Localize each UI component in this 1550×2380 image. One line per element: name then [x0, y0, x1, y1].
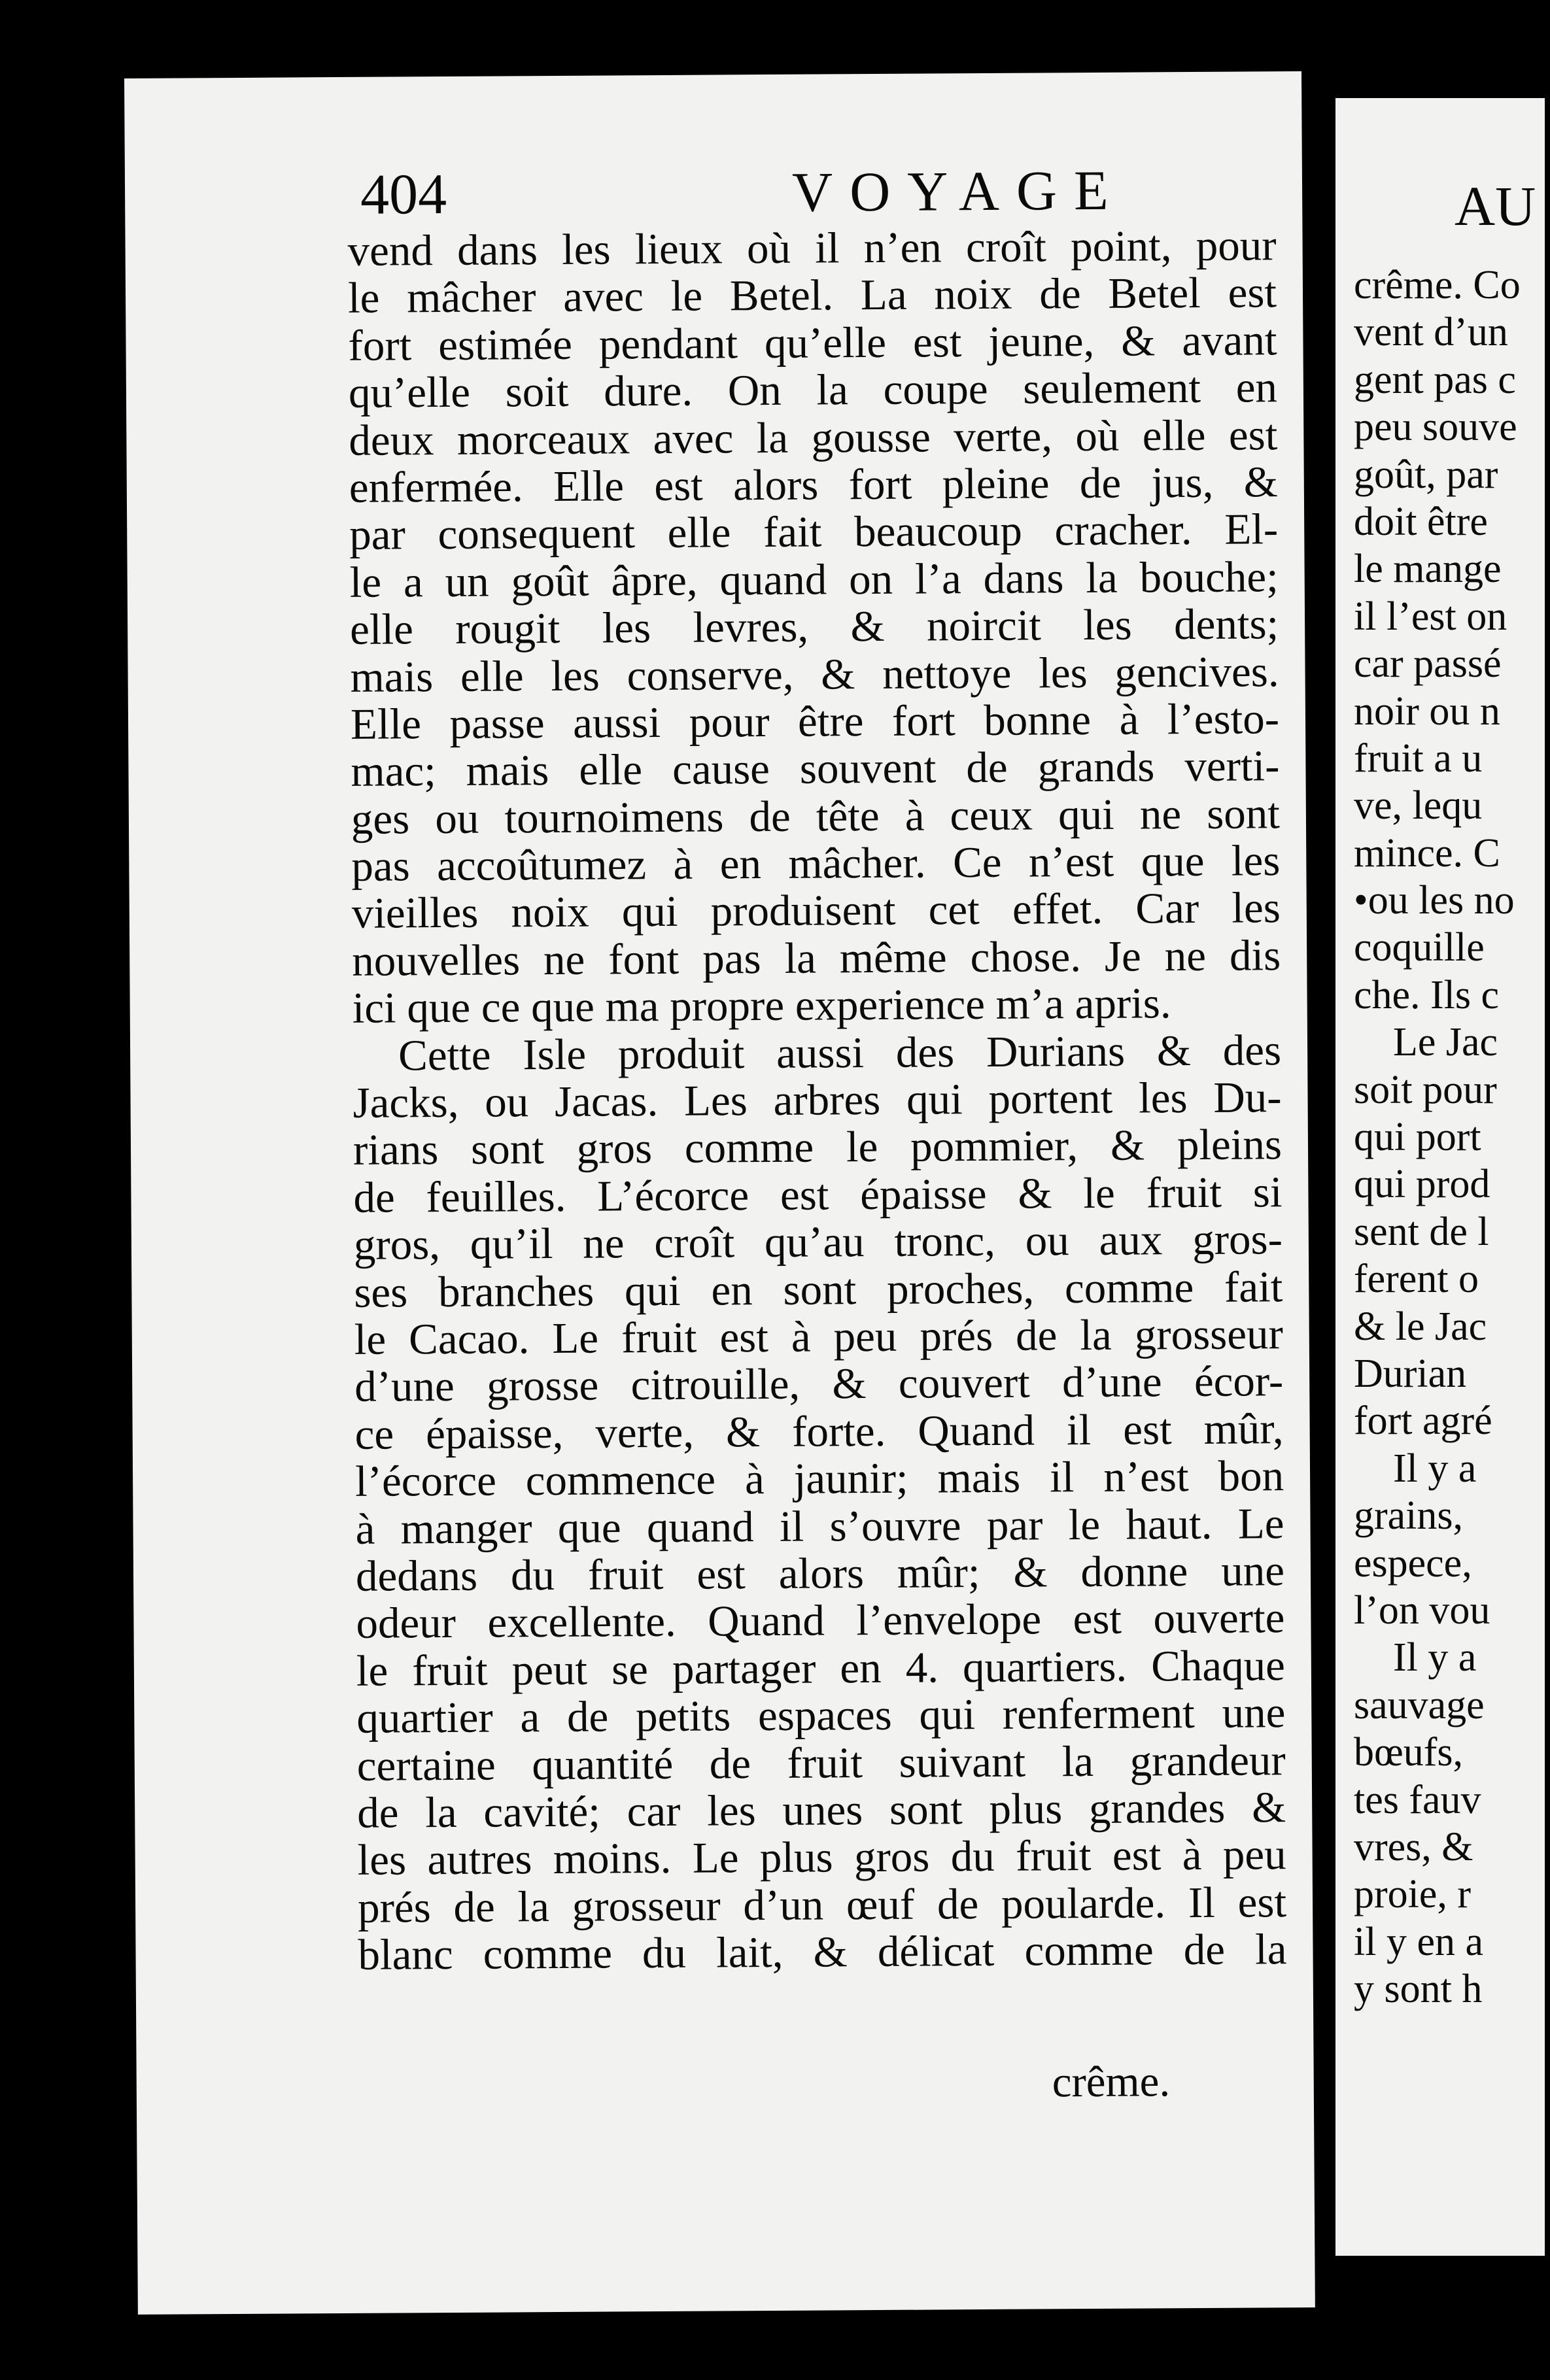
- text-line: il y en a: [1354, 1919, 1483, 1964]
- text-line: ici que ce que ma propre experience m’a apris.: [352, 979, 1171, 1033]
- text-line: mac; mais elle cause souvent de grands verti-: [351, 741, 1280, 796]
- text-line: soit pour: [1354, 1067, 1497, 1112]
- text-line: tes fauv: [1354, 1777, 1481, 1822]
- text-line: pas accoûtumez à en mâcher. Ce n’est que les: [351, 836, 1281, 891]
- text-line: d’une grosse citrouille, & couvert d’une écor-: [354, 1357, 1284, 1412]
- text-line: nouvelles ne font pas la même chose. Je ne dis: [352, 931, 1281, 985]
- right-running-head: AU: [1455, 175, 1536, 237]
- text-line: espece,: [1354, 1540, 1472, 1586]
- text-line: fort agré: [1354, 1399, 1492, 1444]
- text-line: noir ou n: [1354, 688, 1500, 734]
- text-line: Elle passe aussi pour être fort bonne à l’esto-: [350, 694, 1280, 749]
- text-line: quartier a de petits espaces qui renferment une: [356, 1688, 1286, 1742]
- text-line: enfermée. Elle est alors fort pleine de jus, &: [349, 458, 1279, 512]
- text-line: fruit a u: [1354, 736, 1483, 781]
- text-line: doit être: [1354, 499, 1488, 544]
- text-line: Durian: [1354, 1351, 1467, 1396]
- right-body-text: [1354, 262, 1550, 2013]
- text-line: de la cavité; car les unes sont plus grandes &: [356, 1783, 1286, 1837]
- text-line: sent de l: [1354, 1209, 1489, 1254]
- catchword: crême.: [1052, 2057, 1171, 2107]
- text-line: peu souve: [1354, 405, 1517, 450]
- text-line: l’écorce commence à jaunir; mais il n’est bon: [354, 1452, 1284, 1506]
- page-number: 404: [360, 162, 447, 227]
- text-line: car passé: [1354, 641, 1502, 687]
- left-page: [124, 71, 1315, 2315]
- text-line: le Cacao. Le fruit est à peu prés de la grosseur: [354, 1310, 1283, 1364]
- text-line: vieilles noix qui produisent cet effet. Car les: [351, 883, 1281, 938]
- text-line: qui port: [1354, 1115, 1481, 1160]
- text-line: le mâcher avec le Betel. La noix de Betel est: [347, 268, 1277, 323]
- text-line: ferent o: [1354, 1257, 1479, 1302]
- text-line: le fruit peut se partager en 4. quartiers. Chaque: [356, 1640, 1286, 1695]
- text-line: le a un goût âpre, quand on l’a dans la bouche;: [349, 552, 1279, 607]
- text-line: vend dans les lieux où il n’en croît point, pour: [347, 221, 1277, 275]
- text-line: prés de la grosseur d’un œuf de poularde. Il est: [357, 1877, 1287, 1932]
- text-line: crême. Co: [1354, 263, 1521, 307]
- text-line: ce épaisse, verte, & forte. Quand il est mûr,: [354, 1404, 1284, 1459]
- text-line: ses branches qui en sont proches, comme fait: [354, 1262, 1283, 1317]
- text-line: rians sont gros comme le pommier, & pleins: [353, 1120, 1283, 1175]
- text-line: ve, lequ: [1354, 783, 1483, 828]
- text-line: certaine quantité de fruit suivant la grandeur: [356, 1735, 1286, 1790]
- text-line: Il y a: [1393, 1635, 1477, 1680]
- text-line: •ou les no: [1354, 878, 1515, 923]
- text-line: de feuilles. L’écorce est épaisse & le fruit si: [353, 1168, 1283, 1222]
- text-line: blanc comme du lait, & délicat comme de la: [358, 1925, 1287, 1979]
- text-line: les autres moins. Le plus gros du fruit est à peu: [357, 1830, 1286, 1885]
- text-line: l’on vou: [1354, 1588, 1490, 1633]
- text-line: elle rougit les levres, & noircit les dents;: [349, 600, 1279, 654]
- text-line: Jacks, ou Jacas. Les arbres qui portent les Du-: [353, 1073, 1282, 1127]
- text-line: & le Jac: [1354, 1304, 1487, 1349]
- text-line: coquille: [1354, 925, 1485, 970]
- text-line: ges ou tournoimens de tête à ceux qui ne sont: [351, 789, 1281, 843]
- text-line: che. Ils c: [1354, 972, 1500, 1017]
- text-line: proie, r: [1354, 1872, 1472, 1917]
- text-line: il l’est on: [1354, 594, 1507, 639]
- text-line: grains,: [1354, 1493, 1464, 1538]
- text-line: mais elle les conserve, & nettoye les gencives.: [350, 647, 1279, 702]
- text-line: y sont h: [1354, 1967, 1483, 2012]
- text-line: fort estimée pendant qu’elle est jeune, & avant: [348, 316, 1277, 370]
- text-line: vres, &: [1354, 1824, 1473, 1869]
- text-line: à manger que quand il s’ouvre par le haut. Le: [355, 1499, 1284, 1554]
- text-line: vent d’un: [1354, 310, 1508, 355]
- text-line: gros, qu’il ne croît qu’au tronc, ou aux gros-: [353, 1215, 1283, 1270]
- text-line: bœufs,: [1354, 1730, 1464, 1775]
- text-line: dedans du fruit est alors mûr; & donne une: [355, 1546, 1285, 1601]
- running-head: VOYAGE: [791, 158, 1126, 224]
- text-line: par consequent elle fait beaucoup cracher. El-: [349, 505, 1279, 560]
- text-line: odeur excellente. Quand l’envelope est ouverte: [356, 1593, 1285, 1648]
- text-line: Il y a: [1393, 1446, 1477, 1491]
- text-line: deux morceaux avec la gousse verte, où elle est: [349, 410, 1278, 465]
- text-line: sauvage: [1354, 1682, 1485, 1727]
- text-line: qui prod: [1354, 1162, 1490, 1207]
- text-line: mince. C: [1354, 830, 1500, 876]
- right-page: [1335, 98, 1545, 2256]
- body-text: [347, 222, 1286, 1979]
- text-line: Cette Isle produit aussi des Durians & des: [398, 1025, 1282, 1080]
- text-line: gent pas c: [1354, 357, 1516, 402]
- text-line: goût, par: [1354, 452, 1498, 497]
- text-line: Le Jac: [1393, 1020, 1498, 1065]
- text-line: qu’elle soit dure. On la coupe seulement en: [348, 363, 1278, 418]
- text-line: le mange: [1354, 547, 1502, 592]
